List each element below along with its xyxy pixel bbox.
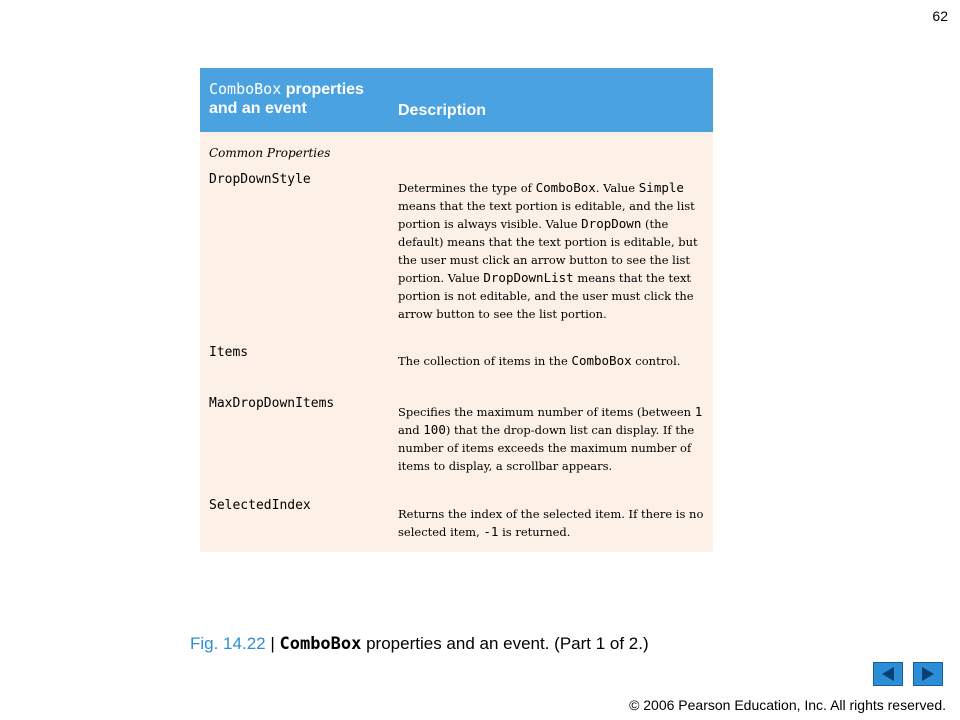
description-text: is returned. <box>498 525 571 539</box>
description-text: means that the text portion is not editable, and the user must click the arrow button to see the list portion. <box>398 271 694 321</box>
property-name: SelectedIndex <box>209 498 311 513</box>
header-event-text: and an event <box>209 100 307 117</box>
code-term: DropDown <box>581 216 642 231</box>
previous-slide-button[interactable] <box>873 662 903 686</box>
description-text: control. <box>631 354 681 368</box>
property-name: MaxDropDownItems <box>209 396 335 411</box>
property-description <box>398 403 710 475</box>
table-header <box>200 68 713 132</box>
property-description <box>398 179 710 323</box>
description-text: Specifies the maximum number of items (between <box>398 405 695 419</box>
code-term: ComboBox <box>535 180 596 195</box>
header-description-column: Description <box>398 102 487 119</box>
code-term: -1 <box>483 524 499 539</box>
description-text: (the default) means that the text portion is editable, but the user must click an arrow button to see the list portion. Value <box>398 217 698 285</box>
description-text: means that the text portion is editable, and the list portion is always visible. Value <box>398 199 695 231</box>
code-term: 1 <box>694 404 703 419</box>
property-description <box>398 505 710 541</box>
page-number: 62 <box>932 8 948 24</box>
property-name: DropDownStyle <box>209 172 311 187</box>
header-properties-text: properties <box>281 81 364 98</box>
copyright-notice: © 2006 Pearson Education, Inc. All rights reserved. <box>629 697 946 713</box>
caption-separator: | <box>265 634 280 653</box>
header-combobox-text: ComboBox <box>209 80 282 98</box>
code-term: Simple <box>638 180 684 195</box>
caption-combobox: ComboBox <box>279 634 362 654</box>
figure-label: Fig. 14.22 <box>190 634 266 653</box>
property-description <box>398 352 710 370</box>
description-text: Determines the type of <box>398 181 536 195</box>
description-text: . Value <box>595 181 639 195</box>
caption-text: properties and an event. (Part 1 of 2.) <box>361 634 649 653</box>
header-property-column <box>209 80 364 118</box>
triangle-right-icon <box>914 663 942 685</box>
properties-table <box>200 68 713 552</box>
category-label: Common Properties <box>209 146 331 160</box>
code-term: 100 <box>423 422 446 437</box>
code-term: DropDownList <box>483 270 574 285</box>
code-term: ComboBox <box>571 353 632 368</box>
property-name: Items <box>209 345 249 360</box>
next-slide-button[interactable] <box>913 662 943 686</box>
figure-caption <box>190 634 649 654</box>
description-text: and <box>398 423 424 437</box>
description-text: Returns the index of the selected item. If there is no selected item, <box>398 507 704 539</box>
description-text: ) that the drop-down list can display. If the number of items exceeds the maximum number of items to display, a scrollbar appears. <box>398 423 695 473</box>
triangle-left-icon <box>874 663 902 685</box>
description-text: The collection of items in the <box>398 354 572 368</box>
